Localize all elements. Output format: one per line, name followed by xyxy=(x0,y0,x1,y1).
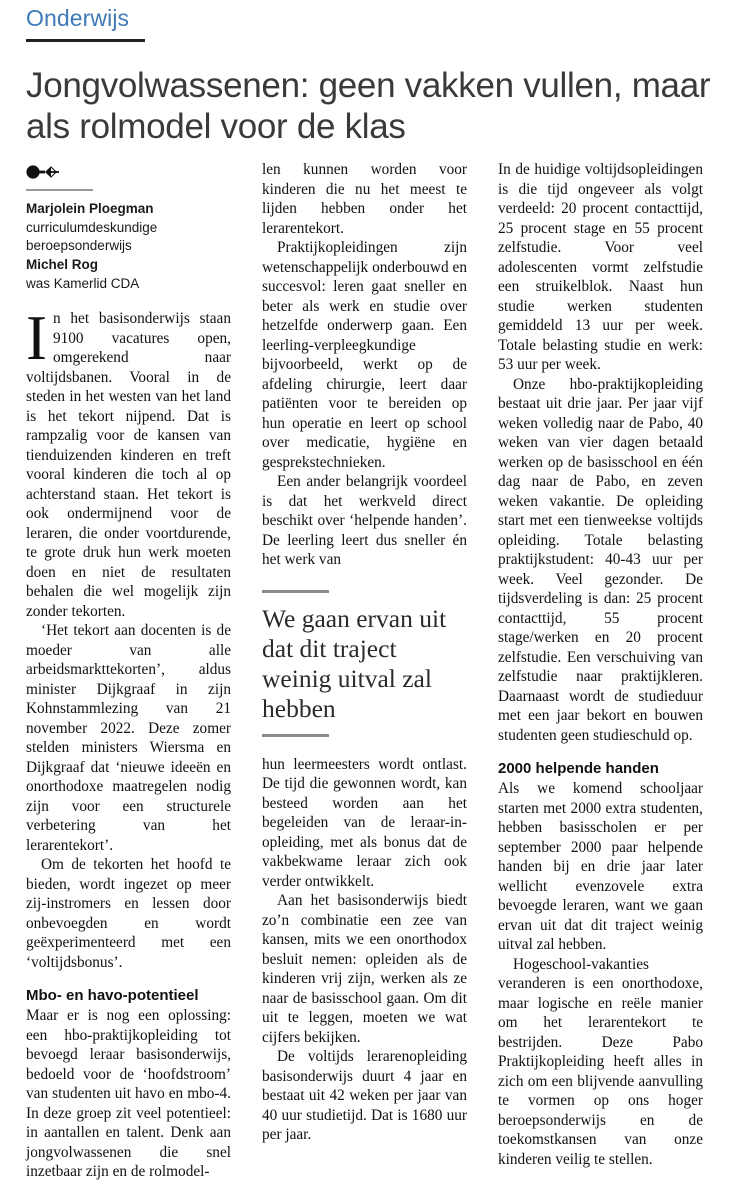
author-1-name: Marjolein Ploegman xyxy=(26,201,154,216)
column-1 xyxy=(26,160,231,1181)
paragraph: In het basisonderwijs staan 9100 vacatures open, omgerekend naar voltijdsbanen. Vooral in de steden in het westen van het land is het tekort nijpend. Dat is rampzalig voor de kansen van tienduizenden kinderen en treft vooral kinderen die toch al op achterstand staan. Het tekort is ook ondermijnend voor de leraren, die onder voortdurende, te grote druk hun werk moeten doen en niet de resultaten behalen die wel mogelijk zijn zonder tekorten. xyxy=(26,303,231,620)
paragraph: Om de tekorten het hoofd te bieden, wordt ingezet op meer zij-instromers en lessen door onbevoegden en wordt geëxperimenteerd met een ‘voltijdsbonus’. xyxy=(26,856,231,971)
subheading-2000-helpende-handen: 2000 helpende handen xyxy=(498,760,659,777)
pull-quote-text: We gaan ervan uit dat dit traject weinig uitval zal hebben xyxy=(262,603,447,723)
paragraph: Als we komend schooljaar starten met 2000 extra studenten, hebben basisscholen er per september 2000 paar helpende handen bij en drie jaar later wellicht evenzovele extra bevoegde leraren, want we gaan ervan uit dat dit traject weinig uitval zal hebben. xyxy=(498,780,703,953)
paragraph: Onze hbo-praktijkopleiding bestaat uit drie jaar. Per jaar vijf weken volledig naar de Pabo, 40 weken van vier dagen betaald werken op de basisschool en één dag naar de Pabo, en zeven weken vakantie. De opleiding start met een tienweekse voltijds opleiding. Totale belasting praktijkstudent: 40-43 uur per week. Veel gezonder. De tijdsverdeling is dan: 25 procent contacttijd, 55 procent stage/werken en 20 procent zelfstudie. Een verschuiving van zelfstudie naar praktijkleren. Daarnaast wordt de studieduur met een jaar bekort en bouwen studenten geen studieschuld op. xyxy=(498,375,703,744)
byline xyxy=(26,200,231,293)
pull-quote-rule-top xyxy=(262,590,329,593)
paragraph: Maar er is nog een oplossing: een hbo-praktijkopleiding tot bevoegd leraar basisonderwijs, bedoeld voor de ‘hoofdstroom’ van studenten uit havo en mbo-4. In deze groep zit veel potentieel: in aantallen en talent. Denk aan jongvolwassenen die snel inzetbaar zijn en de rolmodel- xyxy=(26,1007,231,1181)
paragraph: Aan het basisonderwijs biedt zo’n combinatie een zee van kansen, mits we een onorthodox besluit nemen: opleiden als de kinderen vrij zijn, werken als ze naar de basisschool gaan. Om dit uit te leggen, moeten we wat cijfers bekijken. xyxy=(262,892,467,1046)
paragraph: hun leermeesters wordt ontlast. De tijd die gewonnen wordt, kan besteed worden aan het begeleiden van de leraar-in-opleiding, met als bonus dat de vakbekwame leraar zich ook verder ontwikkelt. xyxy=(262,755,467,890)
paragraph: In de huidige voltijdsopleidingen is die tijd ongeveer als volgt verdeeld: 20 procent contacttijd, 25 procent stage en 55 procent zelfstudie. Voor veel adolescenten vormt zelfstudie een struikelblok. Naast hun studie werken studenten gemiddeld 13 uur per week. Totale belasting studie en werk: 53 uur per week. xyxy=(498,161,703,373)
section-kicker[interactable]: Onderwijs xyxy=(26,5,130,31)
pull-quote-rule-bottom xyxy=(262,734,329,737)
column-2 xyxy=(262,160,467,1144)
column-3-body xyxy=(498,160,703,1169)
author-1-role-line-2: beroepsonderwijs xyxy=(26,238,132,254)
kicker-rule xyxy=(26,39,145,42)
byline-rule xyxy=(26,189,93,191)
column-1-body xyxy=(26,303,231,1182)
subheading-mbo-havo: Mbo- en havo-potentieel xyxy=(26,987,199,1005)
article-columns xyxy=(26,160,725,1181)
page-title: Jongvolwassenen: geen vakken vullen, maar als rolmodel voor de klas xyxy=(26,65,711,146)
column-3 xyxy=(498,160,703,1168)
paragraph: Praktijkopleidingen zijn wetenschappelijk onderbouwd en succesvol: leren gaat sneller en beter als werk en studie over hetzelfde onderwerp gaan. Een leerling-verpleegkundige bijvoorbeeld, werkt op de afdeling chirurgie, leert daar patiënten voor te bereiden op hun operatie en leert op school over medicatie, hygiëne en gesprekstechnieken. xyxy=(262,239,467,471)
paragraph: Hogeschool-vakanties veranderen is een onorthodoxe, maar logische en reële manier om het lerarentekort te bestrijden. Deze Pabo Praktijkopleiding heeft alles in zich om een blijvende aanvulling te vormen op ons hoger beroepsonderwijs en de toekomstkansen van onze kinderen veilig te stellen. xyxy=(498,955,703,1168)
author-1-role-line-1: curriculumdeskundige xyxy=(26,219,158,235)
column-2-body xyxy=(262,160,467,570)
pull-quote xyxy=(262,590,467,737)
paragraph: De voltijds lerarenopleiding basisonderwijs duurt 4 jaar en bestaat uit 42 weken per jaar van 40 uur studietijd. Dat is 1680 uur per jaar. xyxy=(262,1048,467,1144)
pen-nib-marker-icon xyxy=(26,164,60,180)
paragraph: Een ander belangrijk voordeel is dat het werkveld direct beschikt over ‘helpende handen’. De leerling leert dus sneller én het werk van xyxy=(262,473,467,568)
paragraph-continuation: len kunnen worden voor kinderen die nu het meest te lijden hebben onder het lerarentekort. xyxy=(262,161,467,237)
paragraph: ‘Het tekort aan docenten is de moeder van alle arbeidsmarkttekorten’, aldus minister Dijkgraaf in zijn Kohnstammlezing van 21 november 2022. Deze zomer stelden ministers Wiersma en Dijkgraaf dat ‘nieuwe ideeën en onorthodoxe maatregelen nodig zijn voor een structurele verbetering van het lerarentekort’. xyxy=(26,622,231,854)
author-2-role: was Kamerlid CDA xyxy=(26,275,140,291)
author-2-name: Michel Rog xyxy=(26,256,99,272)
column-2-body-after-quote xyxy=(262,755,467,1145)
kicker-section xyxy=(26,0,725,42)
